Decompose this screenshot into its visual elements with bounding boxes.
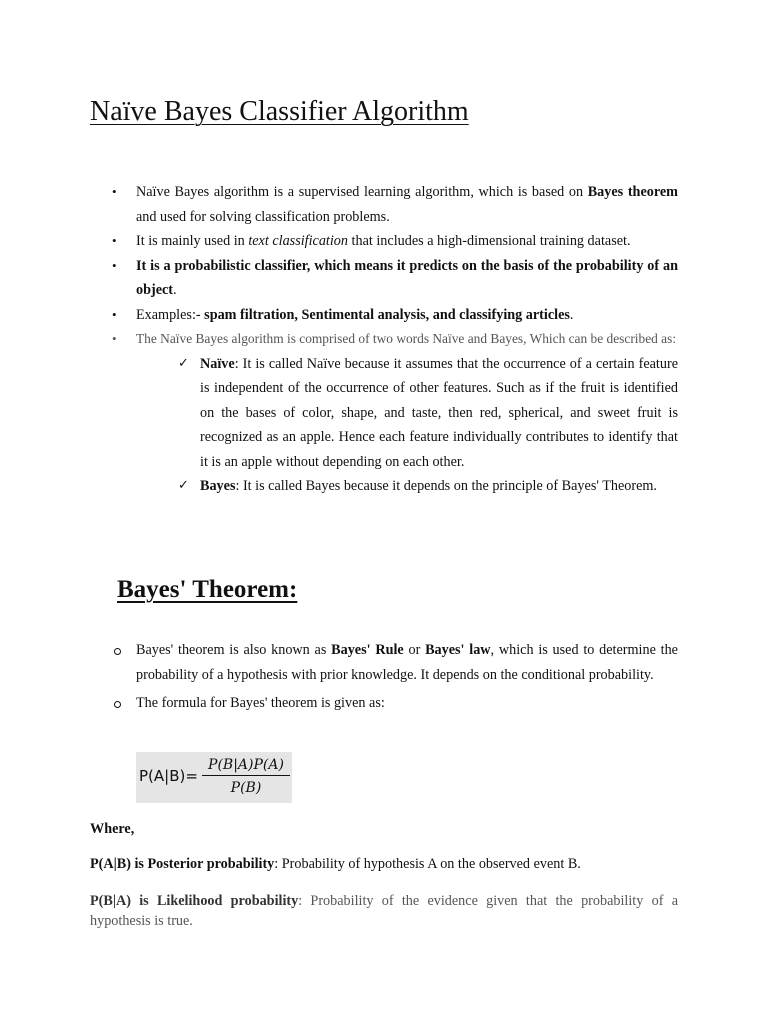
- check-mark-icon: ✓: [178, 355, 189, 371]
- theorem-item-also-known: Bayes' theorem is also known as Bayes' Rule or Bayes' law, which is used to determine the probability of a hypothesis with prior knowledge. It depends on the conditional probability.: [112, 638, 678, 687]
- check-item-bayes: ✓ Bayes: It is called Bayes because it depends on the principle of Bayes' Theorem.: [178, 474, 678, 499]
- circle-bullet-icon: [114, 701, 121, 708]
- circle-bullet-icon: [114, 648, 121, 655]
- bullet-item-definition: • Naïve Bayes algorithm is a supervised learning algorithm, which is based on Bayes theorem and used for solving classification problems.: [112, 180, 678, 229]
- definition-likelihood: P(B|A) is Likelihood probability: Probability of the evidence given that the probability of a hypothesis is true.: [90, 893, 678, 929]
- section-heading-bayes-theorem: Bayes' Theorem:: [117, 576, 298, 603]
- check-list: [178, 352, 678, 499]
- definition-posterior: P(A|B) is Posterior probability: Probability of hypothesis A on the observed event B.: [90, 856, 581, 872]
- theorem-item-formula-intro: The formula for Bayes' theorem is given as:: [112, 691, 678, 716]
- formula-fraction: [202, 756, 290, 797]
- formula-numerator: P(B|A)P(A): [208, 757, 284, 773]
- fraction-bar: [202, 775, 290, 776]
- bullet-item-examples: • Examples:- spam filtration, Sentimental analysis, and classifying articles.: [112, 303, 678, 328]
- intro-bullet-list: [112, 180, 678, 499]
- formula-lhs: P(A|B)=: [139, 767, 198, 785]
- document-title: Naïve Bayes Classifier Algorithm: [90, 96, 469, 127]
- theorem-bullet-list: [112, 638, 678, 716]
- check-mark-icon: ✓: [178, 478, 189, 493]
- where-label: Where,: [90, 821, 135, 837]
- formula-denominator: P(B): [230, 780, 262, 796]
- check-item-naive: ✓ Naïve: It is called Naïve because it assumes that the occurrence of a certain feature is independent of the occurrence of other features. Such as if the fruit is identified on the bases of color, shape, and taste, then red, spherical, and sweet fruit is recognized as an apple. Hence each feature individually contributes to identify that it is an apple without depending on each other.: [178, 352, 678, 475]
- bayes-formula: [136, 752, 292, 803]
- bullet-item-probabilistic: • It is a probabilistic classifier, which means it predicts on the basis of the probability of an object.: [112, 254, 678, 303]
- bullet-item-two-words: • The Naïve Bayes algorithm is comprised of two words Naïve and Bayes, Which can be described as: ✓ Naïve: It is called Naïve because it assumes that the occurrence of a certain feature is independent of the occurrence of other features. Such as if the fruit is identified on the bases of color, shape, and taste, then red, spherical, and sweet fruit is recognized as an apple. Hence each feature individually contributes to identify that it is an apple without depending on each other. ✓ Bayes: It is called Bayes because it depends on the principle of Bayes' Theorem.: [112, 327, 678, 499]
- bullet-item-usage: • It is mainly used in text classification that includes a high-dimensional training dataset.: [112, 229, 678, 254]
